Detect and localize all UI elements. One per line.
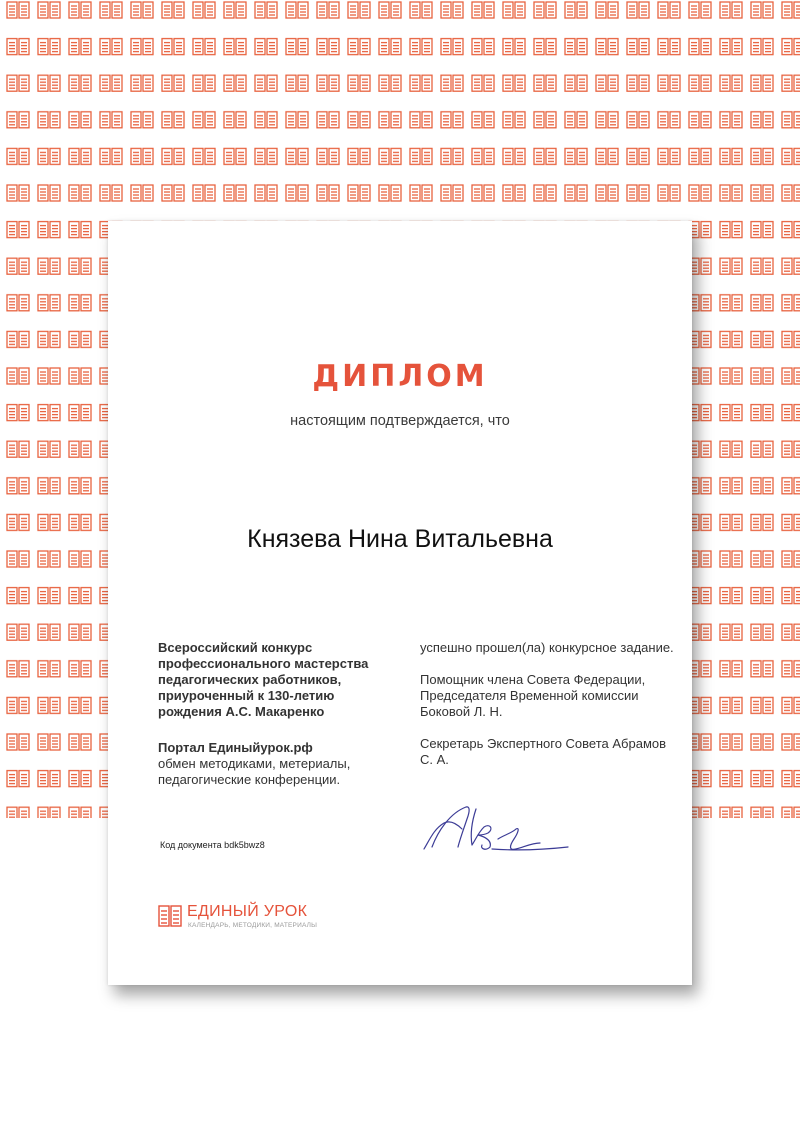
logo-tagline: КАЛЕНДАРЬ, МЕТОДИКИ, МАТЕРИАЛЫ — [188, 922, 318, 929]
secretary-text: Секретарь Экспертного Совета Абрамов С. А. — [420, 736, 667, 767]
diploma-subtitle: настоящим подтверждается, что — [290, 413, 510, 429]
handwritten-signature — [420, 799, 570, 855]
contest-name: Всероссийский конкурс профессионального мастерства педагогических работников, приуроченный к 130-летию рождения А.С. Макаренко — [158, 640, 369, 719]
book-logo-icon — [158, 904, 182, 928]
document-code: Код документа bdk5bwz8 — [160, 840, 265, 850]
portal-title: Портал Единыйурок.рф — [158, 740, 313, 755]
result-info — [420, 640, 682, 784]
assistant-text: Помощник члена Совета Федерации, Председателя Временной комиссии Боковой Л. Н. — [420, 672, 646, 719]
diploma-title: ДИПЛОМ — [312, 359, 488, 394]
portal-description: обмен методиками, метериалы, педагогические конференции. — [158, 756, 351, 787]
diploma-sheet — [108, 221, 692, 985]
result-text: успешно прошел(ла) конкурсное задание. — [420, 640, 674, 655]
recipient-name: Князева Нина Витальевна — [247, 525, 553, 553]
logo-name: ЕДИНЫЙ УРОК — [187, 903, 308, 920]
contest-info — [158, 640, 383, 788]
